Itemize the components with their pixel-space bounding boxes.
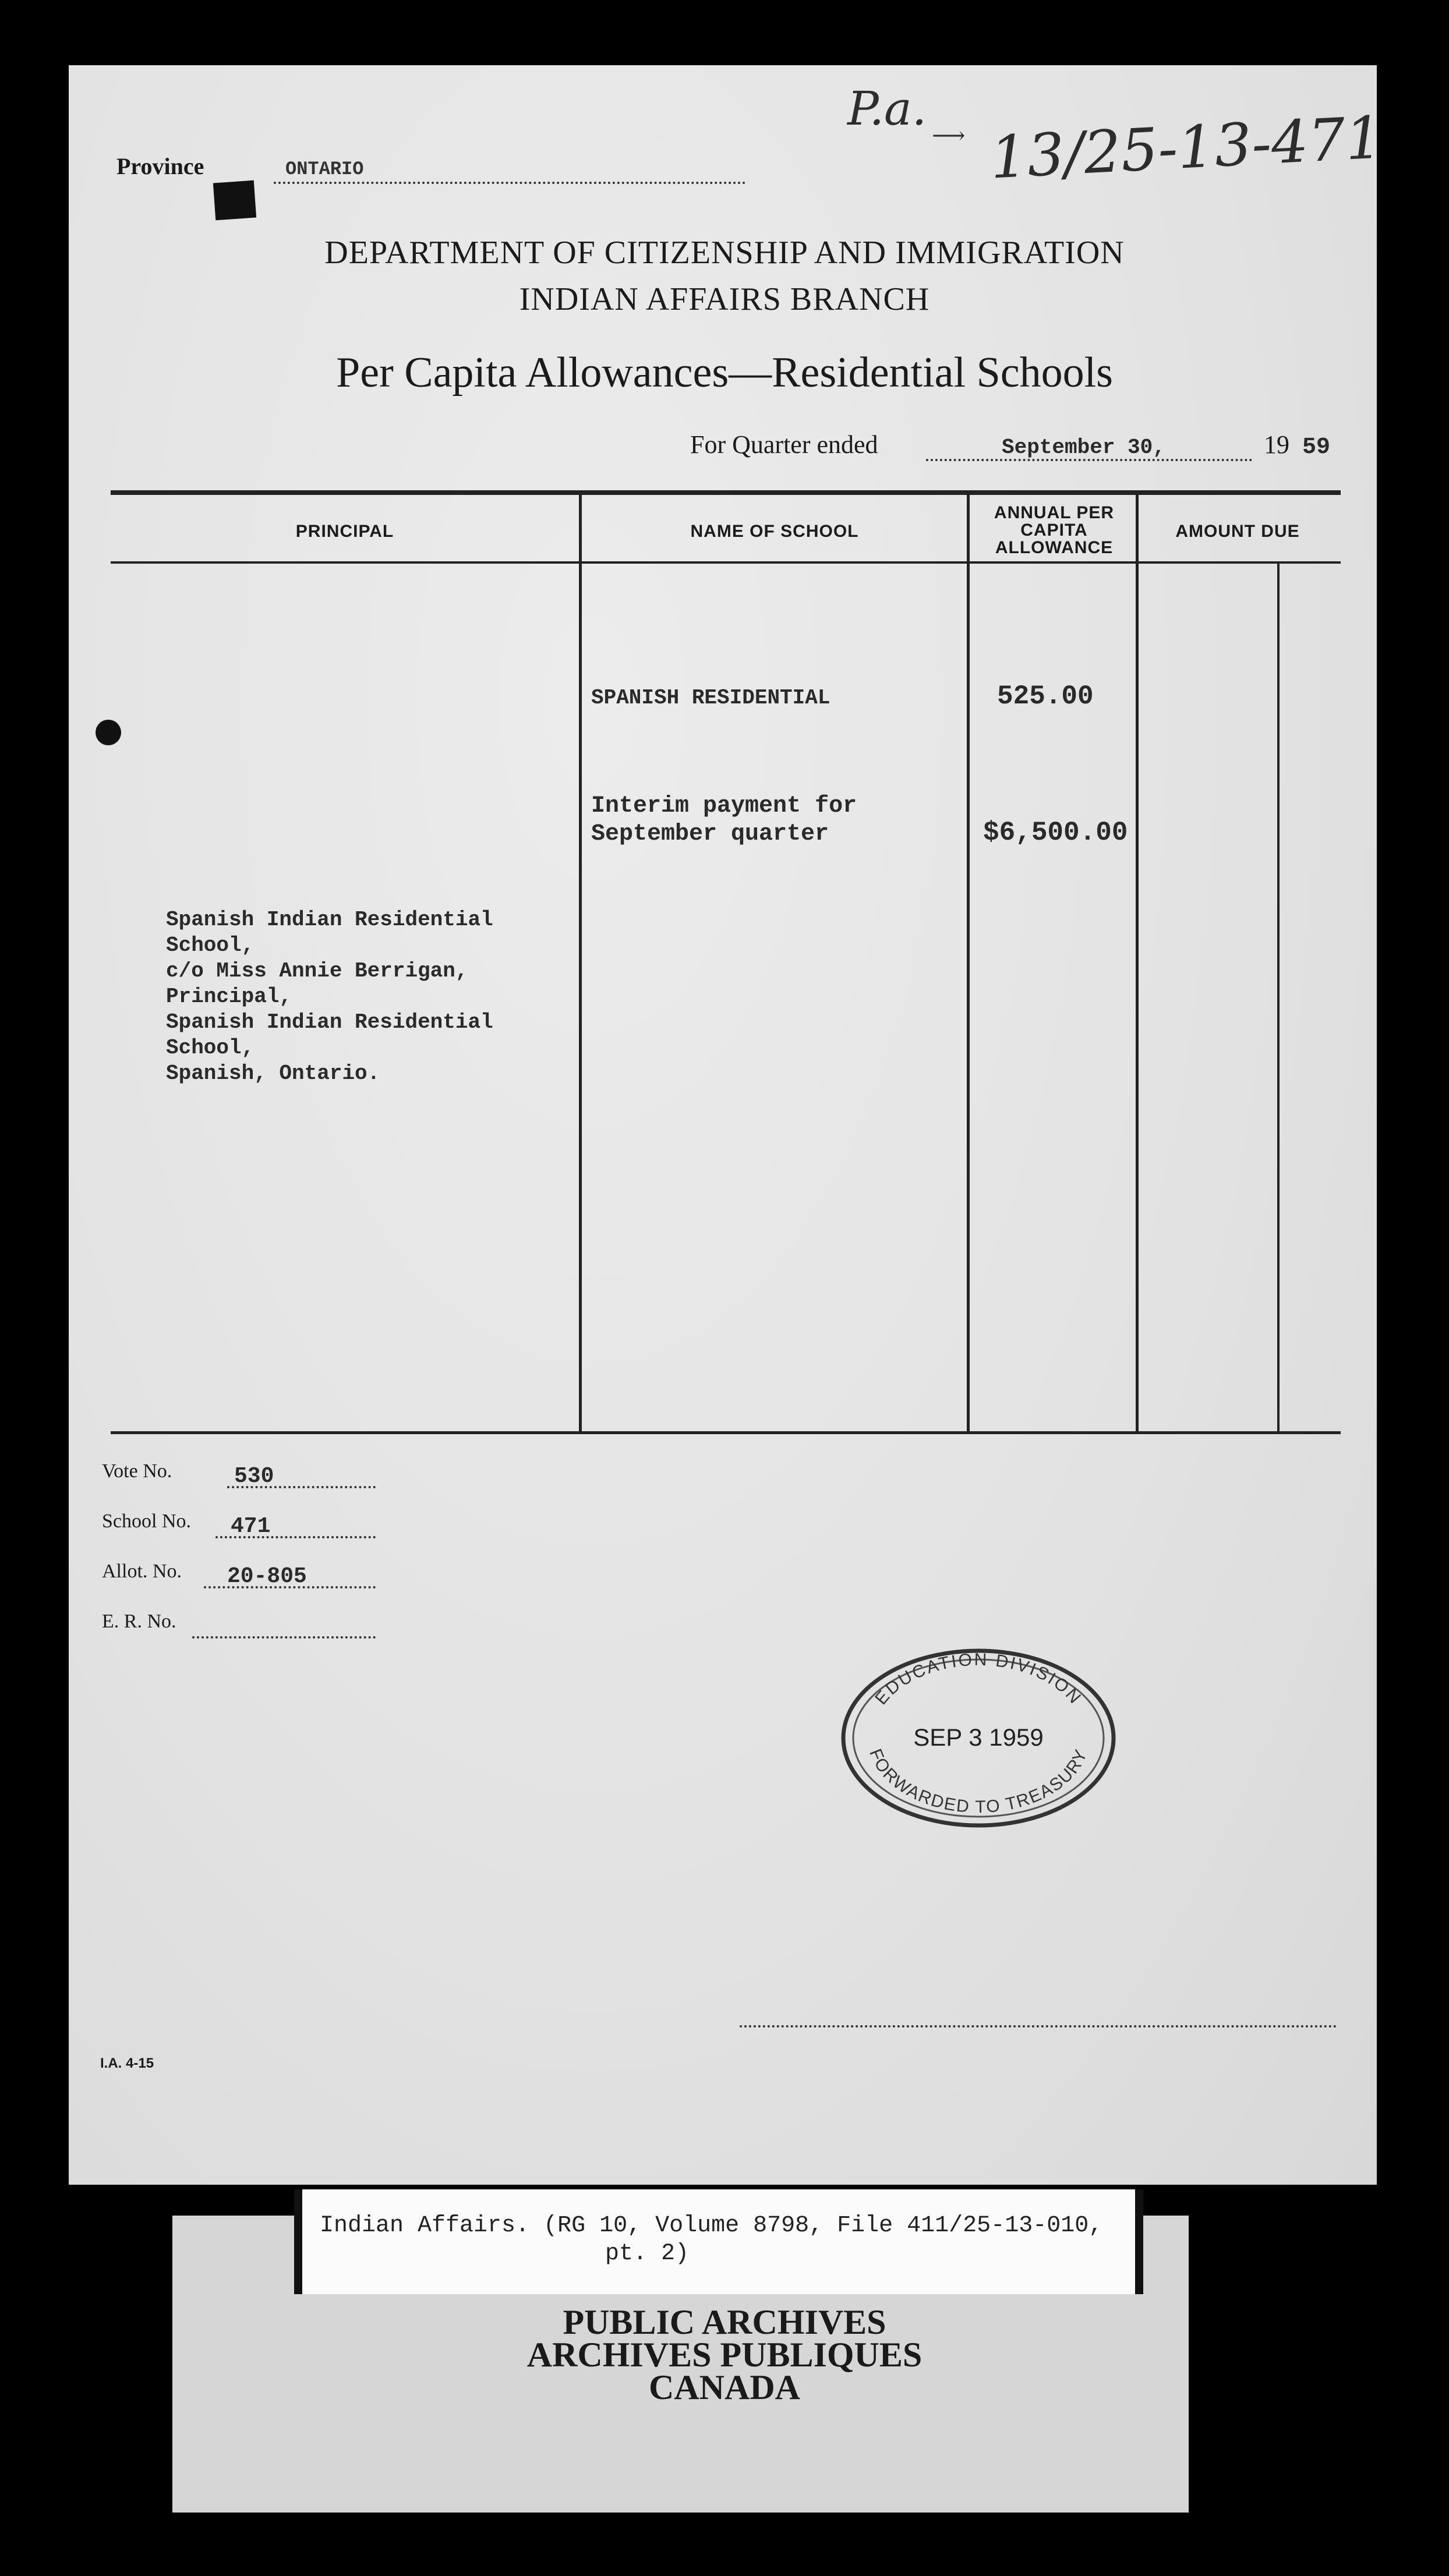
col-divider-2 xyxy=(967,495,970,1434)
principal-line: Spanish Indian Residential xyxy=(166,908,493,932)
stamp-bottom-text: FORWARDED TO TREASURY xyxy=(865,1746,1091,1817)
quarter-year-prefix: 19 xyxy=(1264,430,1289,459)
principal-line: c/o Miss Annie Berrigan, xyxy=(166,959,468,983)
form-number: I.A. 4-15 xyxy=(100,2055,154,2071)
vote-label: Vote No. xyxy=(102,1460,172,1482)
branch-heading: INDIAN AFFAIRS BRANCH xyxy=(519,281,930,317)
principal-line: Spanish, Ontario. xyxy=(166,1061,380,1085)
archive-stamp xyxy=(0,2303,1449,2407)
archive-stamp-line: ARCHIVES PUBLIQUES xyxy=(526,2336,923,2374)
archive-ref-line-2: pt. 2) xyxy=(605,2241,690,2267)
form-title: Per Capita Allowances—Residential Schools xyxy=(336,349,1113,397)
payment-note-line-2: September quarter xyxy=(591,821,829,847)
table-top-rule xyxy=(111,490,1341,495)
col-divider-3 xyxy=(1136,495,1139,1434)
er-field xyxy=(192,1618,376,1639)
ink-blot xyxy=(213,181,256,221)
archive-reference-label xyxy=(294,2189,1143,2294)
signature-line xyxy=(740,2023,1337,2027)
principal-address xyxy=(166,907,493,1087)
col-header-amount-due: AMOUNT DUE xyxy=(1175,522,1300,541)
principal-line: Spanish Indian Residential xyxy=(166,1010,493,1034)
handwritten-file-ref: 13/25-13-471 xyxy=(988,103,1384,192)
province-label: Province xyxy=(116,153,204,179)
principal-line: Principal, xyxy=(166,985,292,1009)
allot-field xyxy=(204,1564,376,1589)
province-value: ONTARIO xyxy=(285,158,364,180)
stamp-date: SEP 3 1959 xyxy=(913,1724,1044,1751)
svg-text:FORWARDED TO TREASURY xyxy=(865,1746,1091,1817)
svg-text:EDUCATION DIVISION xyxy=(871,1650,1086,1708)
col-header-principal: PRINCIPAL xyxy=(295,522,394,541)
archive-stamp-line: CANADA xyxy=(649,2368,800,2407)
school-number-label: School No. xyxy=(102,1510,191,1532)
school-number-value: 471 xyxy=(231,1514,271,1539)
col-header-school: NAME OF SCHOOL xyxy=(690,522,859,541)
table-bottom-rule xyxy=(111,1431,1341,1434)
education-division-stamp xyxy=(833,1636,1124,1834)
principal-line: School, xyxy=(166,933,255,957)
allot-label: Allot. No. xyxy=(102,1561,182,1582)
school-number-field xyxy=(215,1514,376,1539)
payment-note-line-1: Interim payment for xyxy=(591,793,857,819)
quarter-field xyxy=(926,436,1252,461)
quarter-label: For Quarter ended xyxy=(690,430,878,459)
allot-value: 20-805 xyxy=(227,1564,307,1589)
quarter-year-suffix: 59 xyxy=(1302,434,1331,461)
quarter-value: September 30, xyxy=(1002,436,1165,459)
er-label: E. R. No. xyxy=(102,1611,176,1632)
col-divider-4 xyxy=(1277,564,1280,1434)
school-name: SPANISH RESIDENTIAL xyxy=(591,686,830,710)
handwritten-ref-prefix: P.a. xyxy=(847,82,927,136)
arrow-icon: ⟶ xyxy=(932,122,966,149)
vote-field xyxy=(227,1464,376,1489)
archive-ref-line-1: Indian Affairs. (RG 10, Volume 8798, File 411/25-13-010, xyxy=(320,2213,1103,2239)
col-header-allowance: ANNUAL PER CAPITA ALLOWANCE xyxy=(994,503,1115,557)
vote-value: 530 xyxy=(234,1464,274,1489)
province-field xyxy=(274,157,745,184)
stamp-top-text: EDUCATION DIVISION xyxy=(871,1650,1086,1709)
col-divider-1 xyxy=(579,495,582,1434)
table-header-rule xyxy=(111,561,1341,564)
allowance-value: 525.00 xyxy=(997,681,1094,712)
payment-amount: $6,500.00 xyxy=(983,818,1128,848)
department-heading: DEPARTMENT OF CITIZENSHIP AND IMMIGRATION xyxy=(324,235,1125,271)
principal-line: School, xyxy=(166,1036,255,1060)
archive-stamp-line: PUBLIC ARCHIVES xyxy=(563,2303,886,2341)
punch-hole xyxy=(96,720,121,745)
